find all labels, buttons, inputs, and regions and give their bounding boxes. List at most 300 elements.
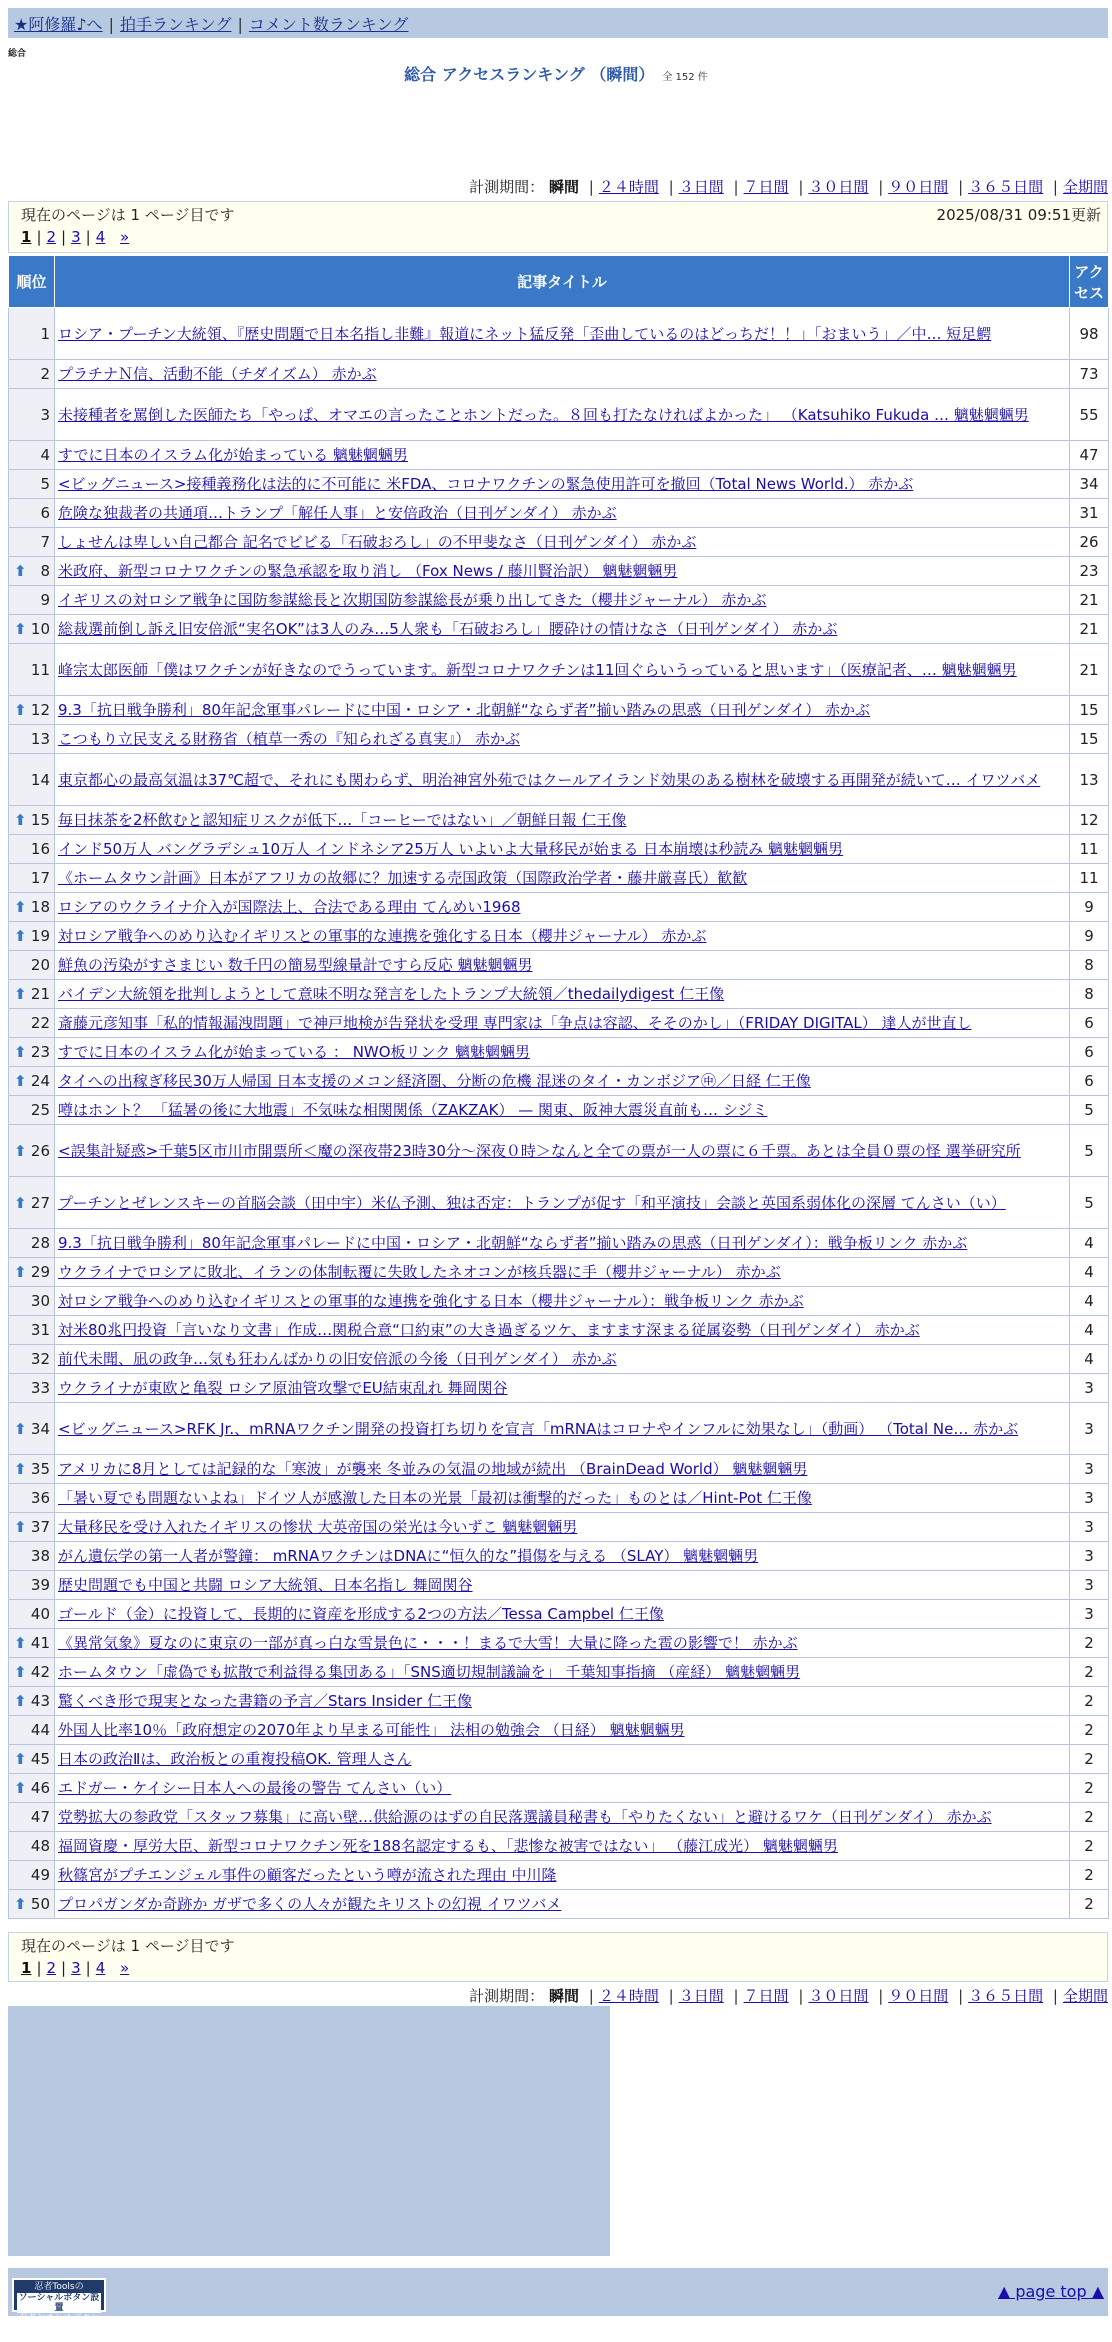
title-cell <box>55 951 1070 980</box>
header-title: 記事タイトル <box>55 256 1070 308</box>
rank-number: 5 <box>40 475 50 493</box>
title-cell <box>55 864 1070 893</box>
title-cell <box>55 1861 1070 1890</box>
period-link-all[interactable]: 全期間 <box>1062 178 1108 196</box>
ad-area <box>8 2006 610 2256</box>
rank-number: 39 <box>30 1576 50 1594</box>
rank-cell <box>9 1009 55 1038</box>
rank-up-icon: ⬆ <box>14 1750 27 1768</box>
rank-number: 11 <box>30 660 50 679</box>
rank-number: 20 <box>30 956 50 974</box>
table-row <box>9 1258 1109 1287</box>
rank-cell <box>9 893 55 922</box>
rank-number: 42 <box>30 1663 50 1681</box>
rank-number: 27 <box>30 1193 50 1212</box>
access-count: 3 <box>1070 1403 1109 1455</box>
period-link-7d[interactable]: ７日間 <box>743 178 789 196</box>
rank-number: 28 <box>30 1234 50 1252</box>
title-cell <box>55 441 1070 470</box>
period-link-3d[interactable]: ３日間 <box>678 1987 724 2005</box>
rank-number: 29 <box>30 1263 50 1281</box>
top-nav-bar: ★阿修羅♪へ | 拍手ランキング | コメント数ランキング <box>8 8 1108 38</box>
rank-cell <box>9 1658 55 1687</box>
rank-number: 38 <box>30 1547 50 1565</box>
header-rank: 順位 <box>9 256 55 308</box>
table-row <box>9 1287 1109 1316</box>
article-link[interactable]: 日本の政治Ⅱは、政治板との重複投稿OK. 管理人さん <box>58 1750 412 1768</box>
title-cell <box>55 1600 1070 1629</box>
title-cell <box>55 1067 1070 1096</box>
access-count: 2 <box>1070 1687 1109 1716</box>
rank-up-icon: ⬆ <box>14 1419 27 1438</box>
rank-cell <box>9 696 55 725</box>
rank-up-icon: ⬆ <box>14 1072 27 1090</box>
table-row <box>9 725 1109 754</box>
rank-cell <box>9 528 55 557</box>
rank-number: 31 <box>30 1321 50 1339</box>
article-link[interactable]: 9.3「抗日戦争勝利」80年記念軍事パレードに中国・ロシア・北朝鮮“ならず者”揃い踏みの思惑（日刊ゲンダイ）：戦争板リンク 赤かぶ <box>58 1234 968 1252</box>
rank-cell <box>9 725 55 754</box>
title-cell <box>55 1258 1070 1287</box>
access-count: 2 <box>1070 1716 1109 1745</box>
period-link-90d[interactable]: ９０日間 <box>888 1987 949 2005</box>
article-link[interactable]: がん遺伝学の第一人者が警鐘： mRNAワクチンはDNAに“恒久的な”損傷を与える （SLAY） 魑魅魍魎男 <box>58 1547 759 1565</box>
article-link[interactable]: 鮮魚の汚染がすさまじい 数千円の簡易型線量計ですら反応 魑魅魍魎男 <box>58 956 533 974</box>
access-count: 6 <box>1070 1009 1109 1038</box>
rank-up-icon: ⬆ <box>14 1895 27 1913</box>
rank-up-icon: ⬆ <box>14 1779 27 1797</box>
rank-number: 41 <box>30 1634 50 1652</box>
article-link[interactable]: 大量移民を受け入れたイギリスの惨状 大英帝国の栄光は今いずこ 魑魅魍魎男 <box>58 1518 578 1536</box>
access-count: 21 <box>1070 615 1109 644</box>
rank-number: 14 <box>30 770 50 789</box>
table-row <box>9 586 1109 615</box>
rank-cell <box>9 1096 55 1125</box>
rank-cell <box>9 615 55 644</box>
title-cell <box>55 754 1070 806</box>
rank-up-icon: ⬆ <box>14 620 27 638</box>
rank-number: 37 <box>30 1518 50 1536</box>
rank-cell <box>9 951 55 980</box>
rank-cell <box>9 1125 55 1177</box>
article-link[interactable]: インド50万人 バングラデシュ10万人 インドネシア25万人 いよいよ大量移民が始まる 日本崩壊は秒読み 魑魅魍魎男 <box>58 840 844 858</box>
table-row <box>9 1374 1109 1403</box>
access-count: 2 <box>1070 1803 1109 1832</box>
rank-number: 3 <box>40 405 50 424</box>
access-count: 2 <box>1070 1774 1109 1803</box>
article-link[interactable]: 秋篠宮がプチエンジェル事件の顧客だったという噂が流された理由 中川隆 <box>58 1866 557 1884</box>
rank-cell <box>9 1484 55 1513</box>
title-cell <box>55 1125 1070 1177</box>
rank-number: 23 <box>30 1043 50 1061</box>
table-row <box>9 1316 1109 1345</box>
article-link[interactable]: 未接種者を罵倒した医師たち「やっぱ、オマエの言ったことホントだった。８回も打たなければよかった」 （Katsuhiko Fukuda … 魑魅魍魎男 <box>58 405 1029 424</box>
rank-number: 45 <box>30 1750 50 1768</box>
article-link[interactable]: 外国人比率10％「政府想定の2070年より早まる可能性」 法相の勉強会 （日経） 魑魅魍魎男 <box>58 1721 685 1739</box>
rank-number: 26 <box>30 1141 50 1160</box>
access-count: 98 <box>1070 308 1109 360</box>
title-cell <box>55 1229 1070 1258</box>
period-link-3d[interactable]: ３日間 <box>678 178 724 196</box>
table-row <box>9 1716 1109 1745</box>
page-info-bottom <box>8 1932 1108 1982</box>
rank-cell <box>9 1774 55 1803</box>
rank-cell <box>9 1832 55 1861</box>
title-cell <box>55 389 1070 441</box>
period-link-24h[interactable]: ２４時間 <box>598 178 659 196</box>
page-link-next[interactable]: » <box>120 1959 130 1977</box>
title-cell <box>55 1716 1070 1745</box>
page-link-3[interactable]: 3 <box>71 1959 81 1977</box>
title-cell <box>55 1745 1070 1774</box>
period-label: 計測期間： <box>469 178 545 196</box>
table-row <box>9 754 1109 806</box>
page-link-next[interactable]: » <box>120 228 130 246</box>
title-cell <box>55 1316 1070 1345</box>
article-link[interactable]: 対ロシア戦争へのめり込むイギリスとの軍事的な連携を強化する日本（櫻井ジャーナル） 赤かぶ <box>58 927 707 945</box>
access-count: 2 <box>1070 1629 1109 1658</box>
access-count: 55 <box>1070 389 1109 441</box>
rank-number: 13 <box>30 730 50 748</box>
rank-cell <box>9 644 55 696</box>
rank-cell <box>9 1229 55 1258</box>
article-link[interactable]: 党勢拡大の参政党「スタッフ募集」に高い壁…供給源のはずの自民落選議員秘書も「やりたくない」と避けるワケ（日刊ゲンダイ） 赤かぶ <box>58 1808 992 1826</box>
rank-up-icon: ⬆ <box>14 898 27 916</box>
article-link[interactable]: ホームタウン「虚偽でも拡散で利益得る集団ある」「SNS適切規制議論を」 千葉知事指摘 （産経） 魑魅魍魎男 <box>58 1663 801 1681</box>
title-cell <box>55 1009 1070 1038</box>
article-link[interactable]: 米政府、新型コロナワクチンの緊急承認を取り消し （Fox News / 藤川賢治訳） 魑魅魍魎男 <box>58 562 678 580</box>
access-count: 34 <box>1070 470 1109 499</box>
pagination: 1 | 2 | 3 | 4 » <box>21 228 130 246</box>
article-link[interactable]: 噂はホント？ 「猛暑の後に大地震」不気味な相関関係（ZAKZAK） — 関東、阪神大震災直前も… シジミ <box>58 1101 768 1119</box>
article-link[interactable]: 「暑い夏でも問題ないよね」ドイツ人が感激した日本の光景「最初は衝撃的だった」ものとは／Hint-Pot 仁王像 <box>58 1489 812 1507</box>
title-cell <box>55 470 1070 499</box>
access-count: 2 <box>1070 1658 1109 1687</box>
article-link[interactable]: 対ロシア戦争へのめり込むイギリスとの軍事的な連携を強化する日本（櫻井ジャーナル）：戦争板リンク 赤かぶ <box>58 1292 804 1310</box>
article-link[interactable]: 東京都心の最高気温は37℃超で、それにも関わらず、明治神宮外苑ではクールアイランド効果のある樹林を破壊する再開発が続いて… イワツバメ <box>58 770 1041 789</box>
article-link[interactable]: ウクライナが東欧と亀裂 ロシア原油管攻撃でEU結束乱れ 舞岡関谷 <box>58 1379 508 1397</box>
rank-number: 25 <box>30 1101 50 1119</box>
access-count: 23 <box>1070 557 1109 586</box>
page-title <box>0 62 1112 85</box>
ninja-line3: 忍者おまとめボタン <box>18 2314 100 2324</box>
article-link[interactable]: こつもり立民支える財務省（植草一秀の『知られざる真実』） 赤かぶ <box>58 730 520 748</box>
article-link[interactable]: すでに日本のイスラム化が始まっている ： NWO板リンク 魑魅魍魎男 <box>58 1043 531 1061</box>
article-link[interactable]: 前代未聞、凪の政争…気も狂わんばかりの旧安倍派の今後（日刊ゲンダイ） 赤かぶ <box>58 1350 617 1368</box>
article-link[interactable]: 歴史問題でも中国と共闘 ロシア大統領、日本名指し 舞岡関谷 <box>58 1576 473 1594</box>
rank-cell <box>9 1345 55 1374</box>
article-link[interactable]: エドガー・ケイシー日本人への最後の警告 てんさい（い） <box>58 1779 452 1797</box>
table-row <box>9 1009 1109 1038</box>
rank-number: 7 <box>40 533 50 551</box>
rank-up-icon: ⬆ <box>14 1043 27 1061</box>
rank-cell <box>9 1687 55 1716</box>
title-cell <box>55 557 1070 586</box>
table-row <box>9 980 1109 1009</box>
title-cell <box>55 1374 1070 1403</box>
rank-number: 22 <box>30 1014 50 1032</box>
clap-ranking-link[interactable]: 拍手ランキング <box>119 15 232 34</box>
article-link[interactable]: 対米80兆円投資「言いなり文書」作成…関税合意“口約束”の大き過ぎるツケ、ますます深まる従属姿勢（日刊ゲンダイ） 赤かぶ <box>58 1321 920 1339</box>
rank-number: 6 <box>40 504 50 522</box>
access-count: 3 <box>1070 1374 1109 1403</box>
article-link[interactable]: イギリスの対ロシア戦争に国防参謀総長と次期国防参謀総長が乗り出してきた（櫻井ジャーナル） 赤かぶ <box>58 591 767 609</box>
table-row <box>9 806 1109 835</box>
rank-up-icon: ⬆ <box>14 701 27 719</box>
ranking-rows <box>9 308 1109 1919</box>
page-link-4[interactable]: 4 <box>95 1959 106 1977</box>
table-row <box>9 644 1109 696</box>
access-count: 9 <box>1070 893 1109 922</box>
rank-number: 17 <box>30 869 50 887</box>
title-cell <box>55 1345 1070 1374</box>
access-count: 47 <box>1070 441 1109 470</box>
access-count: 8 <box>1070 980 1109 1009</box>
period-link-24h[interactable]: ２４時間 <box>598 1987 659 2005</box>
title-cell <box>55 1571 1070 1600</box>
access-count: 4 <box>1070 1258 1109 1287</box>
ninja-social-button[interactable] <box>12 2278 106 2324</box>
article-link[interactable]: すでに日本のイスラム化が始まっている 魑魅魍魎男 <box>58 446 408 464</box>
title-cell <box>55 1629 1070 1658</box>
period-link-30d[interactable]: ３０日間 <box>808 1987 869 2005</box>
article-link[interactable]: 斎藤元彦知事「私的情報漏洩問題」で神戸地検が告発状を受理 専門家は「争点は容認、そそのかし」（FRIDAY DIGITAL） 達人が世直し <box>58 1014 972 1032</box>
title-cell <box>55 1038 1070 1067</box>
rank-cell <box>9 1716 55 1745</box>
title-cell <box>55 725 1070 754</box>
title-cell <box>55 360 1070 389</box>
article-link[interactable]: 総裁選前倒し訴え旧安倍派“実名OK”は3人のみ…5人衆も「石破おろし」腰砕けの情けなさ（日刊ゲンダイ） 赤かぶ <box>58 620 838 638</box>
period-link-30d[interactable]: ３０日間 <box>808 178 869 196</box>
ninja-line1: 忍者Toolsの <box>34 2282 84 2292</box>
access-count: 13 <box>1070 754 1109 806</box>
rank-cell <box>9 1803 55 1832</box>
table-row <box>9 893 1109 922</box>
article-link[interactable]: 9.3「抗日戦争勝利」80年記念軍事パレードに中国・ロシア・北朝鮮“ならず者”揃い踏みの思惑（日刊ゲンダイ） 赤かぶ <box>58 701 871 719</box>
page-link-4[interactable]: 4 <box>95 228 106 246</box>
title-cell <box>55 835 1070 864</box>
table-row <box>9 557 1109 586</box>
rank-number: 46 <box>30 1779 50 1797</box>
article-link[interactable]: プロパガンダか奇跡か ガザで多くの人々が観たキリストの幻視 イワツバメ <box>58 1895 562 1913</box>
period-link-7d[interactable]: ７日間 <box>743 1987 789 2005</box>
rank-cell <box>9 1403 55 1455</box>
rank-number: 18 <box>30 898 50 916</box>
table-header-row <box>9 256 1109 308</box>
rank-up-icon: ⬆ <box>14 562 27 580</box>
title-cell <box>55 806 1070 835</box>
table-row <box>9 470 1109 499</box>
article-link[interactable]: ウクライナでロシアに敗北、イランの体制転覆に失敗したネオコンが核兵器に手（櫻井ジャーナル） 赤かぶ <box>58 1263 781 1281</box>
rank-cell <box>9 1067 55 1096</box>
rank-cell <box>9 308 55 360</box>
rank-cell <box>9 470 55 499</box>
rank-number: 48 <box>30 1837 50 1855</box>
period-link-365d[interactable]: ３６５日間 <box>968 178 1044 196</box>
access-count: 2 <box>1070 1890 1109 1919</box>
table-row <box>9 1403 1109 1455</box>
table-row <box>9 1513 1109 1542</box>
rank-cell <box>9 1316 55 1345</box>
access-count: 26 <box>1070 528 1109 557</box>
ninja-line2: ソーシャルボタン設置 <box>18 2293 100 2313</box>
rank-cell <box>9 835 55 864</box>
page-top-link[interactable]: ▲ page top ▲ <box>997 2282 1104 2301</box>
rank-cell <box>9 980 55 1009</box>
rank-up-icon: ⬆ <box>14 1263 27 1281</box>
table-row <box>9 1542 1109 1571</box>
access-count: 3 <box>1070 1484 1109 1513</box>
period-link-all[interactable]: 全期間 <box>1062 1987 1108 2005</box>
article-link[interactable]: 驚くべき形で現実となった書籍の予言／Stars Insider 仁王像 <box>58 1692 472 1710</box>
table-row <box>9 1229 1109 1258</box>
rank-number: 50 <box>30 1895 50 1913</box>
period-current: 瞬間 <box>548 1987 579 2005</box>
title-cell <box>55 1832 1070 1861</box>
ranking-table <box>8 255 1109 1919</box>
table-row <box>9 528 1109 557</box>
page-link-2[interactable]: 2 <box>46 228 57 246</box>
header-access: アクセス <box>1070 256 1109 308</box>
access-count: 4 <box>1070 1345 1109 1374</box>
title-cell <box>55 1542 1070 1571</box>
table-row <box>9 1658 1109 1687</box>
rank-number: 15 <box>30 811 50 829</box>
page-link-2[interactable]: 2 <box>46 1959 57 1977</box>
rank-number: 1 <box>40 324 50 343</box>
rank-cell <box>9 864 55 893</box>
rank-cell <box>9 1571 55 1600</box>
article-link[interactable]: しょせんは卑しい自己都合 記名でビビる「石破おろし」の不甲斐なさ（日刊ゲンダイ） 赤かぶ <box>58 533 697 551</box>
article-link[interactable]: ロシア・プーチン大統領、『歴史問題で日本名指し非難』報道にネット猛反発「歪曲しているのはどっちだ！！」「おまいう」／中… 短足鰐 <box>58 324 992 343</box>
table-row <box>9 1125 1109 1177</box>
article-link[interactable]: アメリカに8月としては記録的な「寒波」が襲来 冬並みの気温の地域が続出 （BrainDead World） 魑魅魍魎男 <box>58 1460 808 1478</box>
rank-cell <box>9 1177 55 1229</box>
period-link-365d[interactable]: ３６５日間 <box>968 1987 1044 2005</box>
title-cell <box>55 586 1070 615</box>
rank-cell <box>9 754 55 806</box>
article-link[interactable]: タイへの出稼ぎ移民30万人帰国 日本支援のメコン経済圏、分断の危機 混迷のタイ・カンボジア㊥／日経 仁王像 <box>58 1072 811 1090</box>
article-link[interactable]: プラチナＮ信、活動不能（チダイズム） 赤かぶ <box>58 365 377 383</box>
rank-cell <box>9 1038 55 1067</box>
table-row <box>9 1832 1109 1861</box>
home-link[interactable]: ★阿修羅♪へ <box>14 15 103 34</box>
rank-cell <box>9 922 55 951</box>
table-row <box>9 389 1109 441</box>
article-link[interactable]: 《ホームタウン計画》日本がアフリカの故郷に？加速する売国政策（国際政治学者・藤井厳喜氏）歓歓 <box>58 869 748 887</box>
page-link-1[interactable]: 1 <box>21 1959 32 1977</box>
rank-number: 21 <box>30 985 50 1003</box>
table-row <box>9 1067 1109 1096</box>
access-count: 4 <box>1070 1287 1109 1316</box>
access-count: 15 <box>1070 696 1109 725</box>
table-row <box>9 1096 1109 1125</box>
current-page-text: 現在のページは 1 ページ目です <box>21 206 235 224</box>
period-label: 計測期間： <box>469 1987 545 2005</box>
rank-number: 8 <box>40 562 50 580</box>
footer-bar <box>8 2268 1108 2324</box>
access-count: 73 <box>1070 360 1109 389</box>
rank-number: 4 <box>40 446 50 464</box>
title-cell <box>55 1803 1070 1832</box>
page-link-1[interactable]: 1 <box>21 228 32 246</box>
rank-cell <box>9 1890 55 1919</box>
page-info-top <box>8 201 1108 253</box>
title-cell <box>55 1484 1070 1513</box>
current-page-text: 現在のページは 1 ページ目です <box>21 1937 235 1955</box>
page-link-3[interactable]: 3 <box>71 228 81 246</box>
article-link[interactable]: 毎日抹茶を2杯飲むと認知症リスクが低下…「コーヒーではない」／朝鮮日報 仁王像 <box>58 811 627 829</box>
article-link[interactable]: <誤集計疑惑>千葉5区市川市開票所＜魔の深夜帯23時30分～深夜０時＞なんと全ての票が一人の票に６千票。あとは全員０票の怪 選挙研究所 <box>58 1141 1021 1160</box>
period-link-90d[interactable]: ９０日間 <box>888 178 949 196</box>
access-count: 6 <box>1070 1038 1109 1067</box>
title-cell <box>55 1890 1070 1919</box>
article-link[interactable]: ゴールド（金）に投資して、長期的に資産を形成する2つの方法／Tessa Campbel 仁王像 <box>58 1605 664 1623</box>
table-row <box>9 615 1109 644</box>
access-count: 9 <box>1070 922 1109 951</box>
article-link[interactable]: <ビッグニュース>RFK Jr.、mRNAワクチン開発の投資打ち切りを宣言「mRNAはコロナやインフルに効果なし」（動画） （Total Ne… 赤かぶ <box>58 1419 1019 1438</box>
rank-number: 47 <box>30 1808 50 1826</box>
access-count: 3 <box>1070 1571 1109 1600</box>
title-cell <box>55 644 1070 696</box>
title-cell <box>55 1774 1070 1803</box>
rank-cell <box>9 389 55 441</box>
access-count: 3 <box>1070 1600 1109 1629</box>
article-link[interactable]: バイデン大統領を批判しようとして意味不明な発言をしたトランプ大統領／thedailydigest 仁王像 <box>58 985 725 1003</box>
rank-cell <box>9 1542 55 1571</box>
rank-cell <box>9 1287 55 1316</box>
table-row <box>9 1803 1109 1832</box>
access-count: 5 <box>1070 1096 1109 1125</box>
rank-number: 19 <box>30 927 50 945</box>
total-count: 全 152 件 <box>662 72 708 83</box>
rank-up-icon: ⬆ <box>14 1634 27 1652</box>
article-link[interactable]: ロシアのウクライナ介入が国際法上、合法である理由 てんめい1968 <box>58 898 521 916</box>
access-count: 6 <box>1070 1067 1109 1096</box>
article-link[interactable]: 《異常気象》夏なのに東京の一部が真っ白な雪景色に・・・！まるで大雪！大量に降った雹の影響で！ 赤かぶ <box>58 1634 798 1652</box>
access-count: 8 <box>1070 951 1109 980</box>
updated-date: 2025/08/31 09:51更新 <box>936 206 1101 224</box>
rank-number: 12 <box>30 701 50 719</box>
access-count: 3 <box>1070 1542 1109 1571</box>
table-row <box>9 922 1109 951</box>
page-title-text: 総合 アクセスランキング （瞬間） <box>404 65 655 84</box>
title-cell <box>55 528 1070 557</box>
article-link[interactable]: 福岡資慶・厚労大臣、新型コロナワクチン死を188名認定するも、「悲惨な被害ではない」 （藤江成光） 魑魅魍魎男 <box>58 1837 838 1855</box>
title-cell <box>55 980 1070 1009</box>
rank-number: 10 <box>30 620 50 638</box>
rank-number: 44 <box>30 1721 50 1739</box>
access-count: 3 <box>1070 1513 1109 1542</box>
table-row <box>9 864 1109 893</box>
rank-up-icon: ⬆ <box>14 1460 27 1478</box>
article-link[interactable]: 危険な独裁者の共通項…トランプ「解任人事」と安倍政治（日刊ゲンダイ） 赤かぶ <box>58 504 617 522</box>
table-row <box>9 308 1109 360</box>
access-count: 5 <box>1070 1125 1109 1177</box>
article-link[interactable]: 峰宗太郎医師「僕はワクチンが好きなのでうっています。新型コロナワクチンは11回ぐらいうっていると思います」（医療記者、… 魑魅魍魎男 <box>58 660 1017 679</box>
rank-up-icon: ⬆ <box>14 1193 27 1212</box>
title-cell <box>55 1403 1070 1455</box>
article-link[interactable]: <ビッグニュース>接種義務化は法的に不可能に 米FDA、コロナワクチンの緊急使用許可を撤回（Total News World.） 赤かぶ <box>58 475 914 493</box>
rank-cell <box>9 1513 55 1542</box>
title-cell <box>55 1687 1070 1716</box>
article-link[interactable]: プーチンとゼレンスキーの首脳会談（田中宇）米仏予測、独は否定：トランプが促す「和平演技」会談と英国系弱体化の深層 てんさい（い） <box>58 1193 1006 1212</box>
rank-cell <box>9 1861 55 1890</box>
rank-number: 9 <box>40 591 50 609</box>
title-cell <box>55 1287 1070 1316</box>
rank-up-icon: ⬆ <box>14 1692 27 1710</box>
comment-ranking-link[interactable]: コメント数ランキング <box>248 15 409 34</box>
